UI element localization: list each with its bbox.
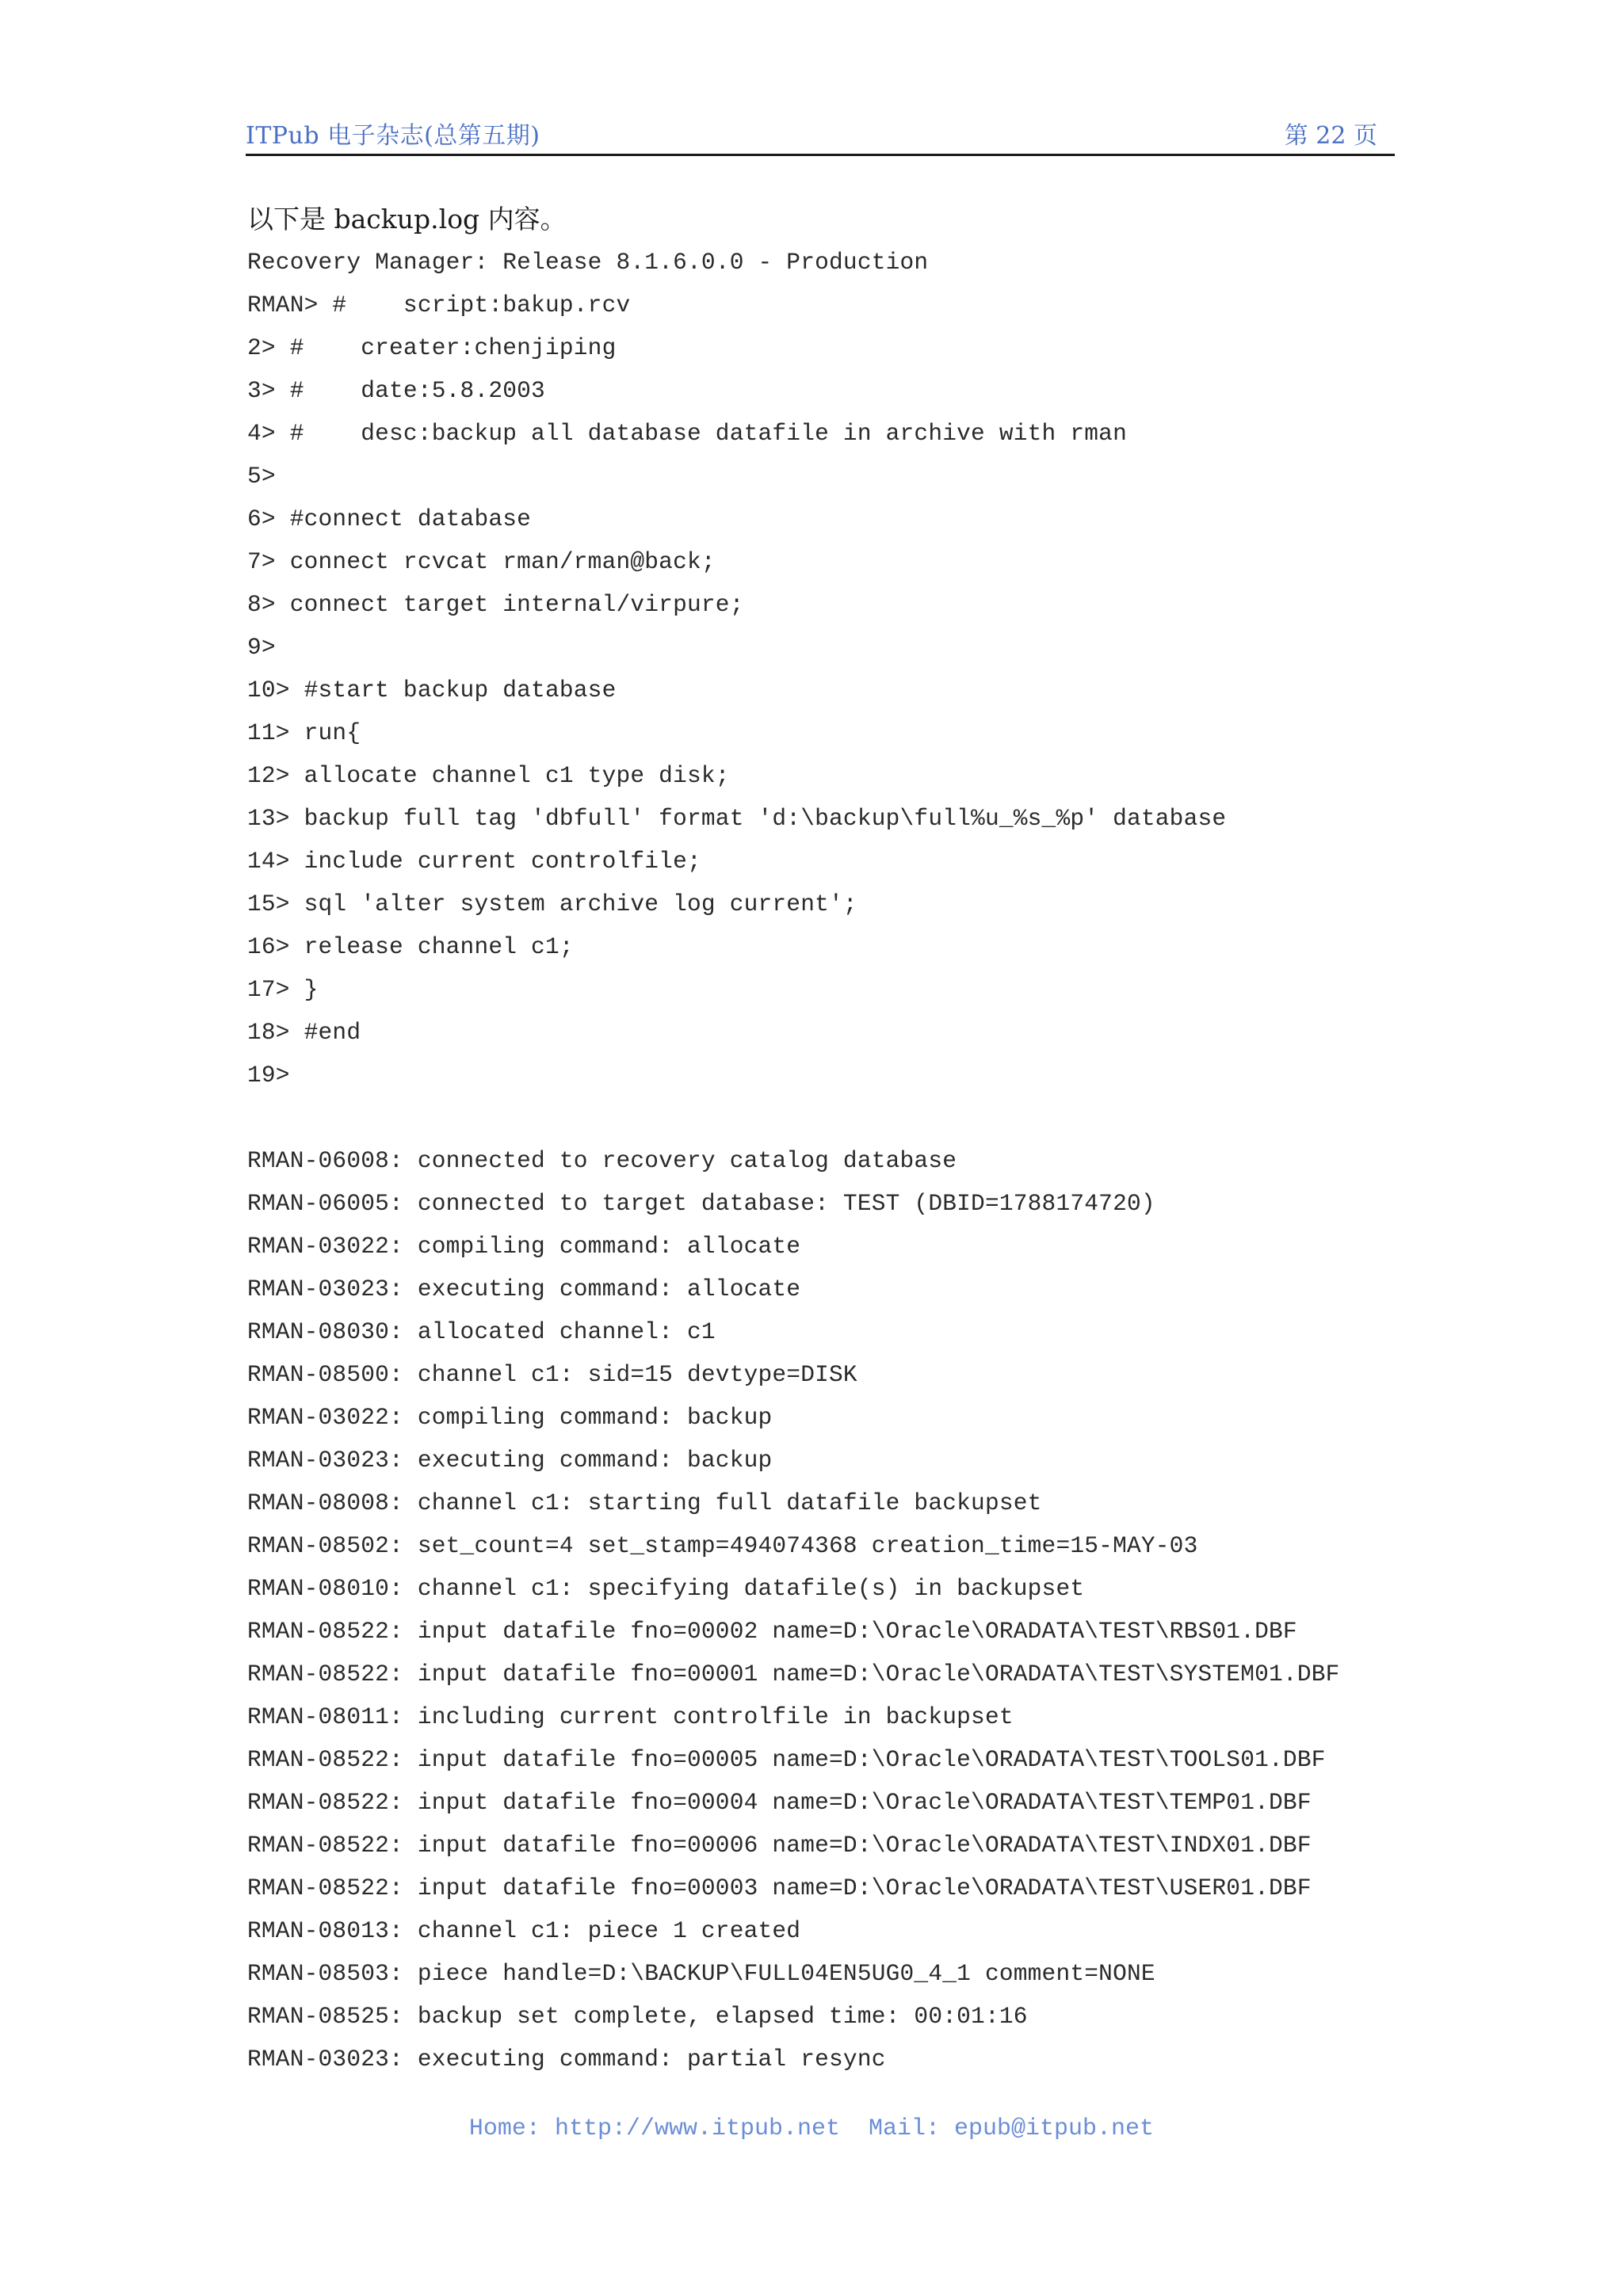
log-line: 5> <box>247 463 276 490</box>
log-line: 19> <box>247 1062 290 1089</box>
log-line: RMAN-03023: executing command: backup <box>247 1447 773 1474</box>
log-line: RMAN> # script:bakup.rcv <box>247 292 631 318</box>
log-line: 11> run{ <box>247 719 361 746</box>
log-line: RMAN-08030: allocated channel: c1 <box>247 1318 716 1345</box>
log-line: RMAN-08008: channel c1: starting full datafile backupset <box>247 1489 1042 1516</box>
log-line <box>247 1097 1420 1139</box>
log-line: RMAN-08500: channel c1: sid=15 devtype=DISK <box>247 1361 857 1388</box>
log-line: 17> } <box>247 976 319 1003</box>
log-line: RMAN-08010: channel c1: specifying datafile(s) in backupset <box>247 1575 1085 1602</box>
log-line: RMAN-08011: including current controlfile in backupset <box>247 1703 1014 1730</box>
log-line: RMAN-03022: compiling command: allocate <box>247 1233 801 1260</box>
log-line: RMAN-03023: executing command: partial resync <box>247 2046 886 2073</box>
log-line: RMAN-08502: set_count=4 set_stamp=494074368 creation_time=15-MAY-03 <box>247 1532 1198 1559</box>
log-line: RMAN-08522: input datafile fno=00003 name=D:\Oracle\ORADATA\TEST\USER01.DBF <box>247 1875 1312 1901</box>
log-line: 15> sql 'alter system archive log current'; <box>247 891 857 917</box>
log-line: RMAN-08013: channel c1: piece 1 created <box>247 1917 801 1944</box>
log-line: 18> #end <box>247 1019 361 1046</box>
intro-text: 以下是 backup.log 内容。 <box>247 204 567 235</box>
log-line: 3> # date:5.8.2003 <box>247 377 545 404</box>
log-line: 2> # creater:chenjiping <box>247 334 617 361</box>
header-page-number: 第 22 页 <box>1284 122 1377 150</box>
log-line: RMAN-08522: input datafile fno=00006 name=D:\Oracle\ORADATA\TEST\INDX01.DBF <box>247 1832 1312 1859</box>
log-line: RMAN-08522: input datafile fno=00001 name=D:\Oracle\ORADATA\TEST\SYSTEM01.DBF <box>247 1661 1340 1688</box>
log-line: 12> allocate channel c1 type disk; <box>247 762 730 789</box>
log-line: RMAN-03023: executing command: allocate <box>247 1276 801 1302</box>
page-header <box>246 113 1395 156</box>
log-line: 8> connect target internal/virpure; <box>247 591 744 618</box>
log-line: RMAN-08525: backup set complete, elapsed time: 00:01:16 <box>247 2003 1028 2030</box>
log-line: 9> <box>247 634 276 661</box>
log-line: 4> # desc:backup all database datafile in archive with rman <box>247 420 1127 447</box>
log-line: 14> include current controlfile; <box>247 848 701 875</box>
log-line: RMAN-08522: input datafile fno=00004 name=D:\Oracle\ORADATA\TEST\TEMP01.DBF <box>247 1789 1312 1816</box>
log-line: 6> #connect database <box>247 505 532 532</box>
log-line: RMAN-08522: input datafile fno=00002 name=D:\Oracle\ORADATA\TEST\RBS01.DBF <box>247 1618 1297 1645</box>
page-footer: Home: http://www.itpub.net Mail: epub@itpub.net <box>468 2115 1155 2142</box>
log-line: 7> connect rcvcat rman/rman@back; <box>247 548 716 575</box>
log-line: RMAN-03022: compiling command: backup <box>247 1404 773 1431</box>
backup-log <box>247 241 1420 2081</box>
log-line: 16> release channel c1; <box>247 933 574 960</box>
log-line: Recovery Manager: Release 8.1.6.0.0 - Production <box>247 249 929 276</box>
document-body <box>247 198 1420 2081</box>
log-line: RMAN-08522: input datafile fno=00005 name=D:\Oracle\ORADATA\TEST\TOOLS01.DBF <box>247 1746 1326 1773</box>
log-line: RMAN-06008: connected to recovery catalog database <box>247 1147 957 1174</box>
log-line: RMAN-08503: piece handle=D:\BACKUP\FULL04EN5UG0_4_1 comment=NONE <box>247 1960 1155 1987</box>
header-title: ITPub 电子杂志(总第五期) <box>246 122 540 150</box>
log-line: 10> #start backup database <box>247 677 617 704</box>
log-line: RMAN-06005: connected to target database: TEST (DBID=1788174720) <box>247 1190 1155 1217</box>
log-line: 13> backup full tag 'dbfull' format 'd:\backup\full%u_%s_%p' database <box>247 805 1227 832</box>
